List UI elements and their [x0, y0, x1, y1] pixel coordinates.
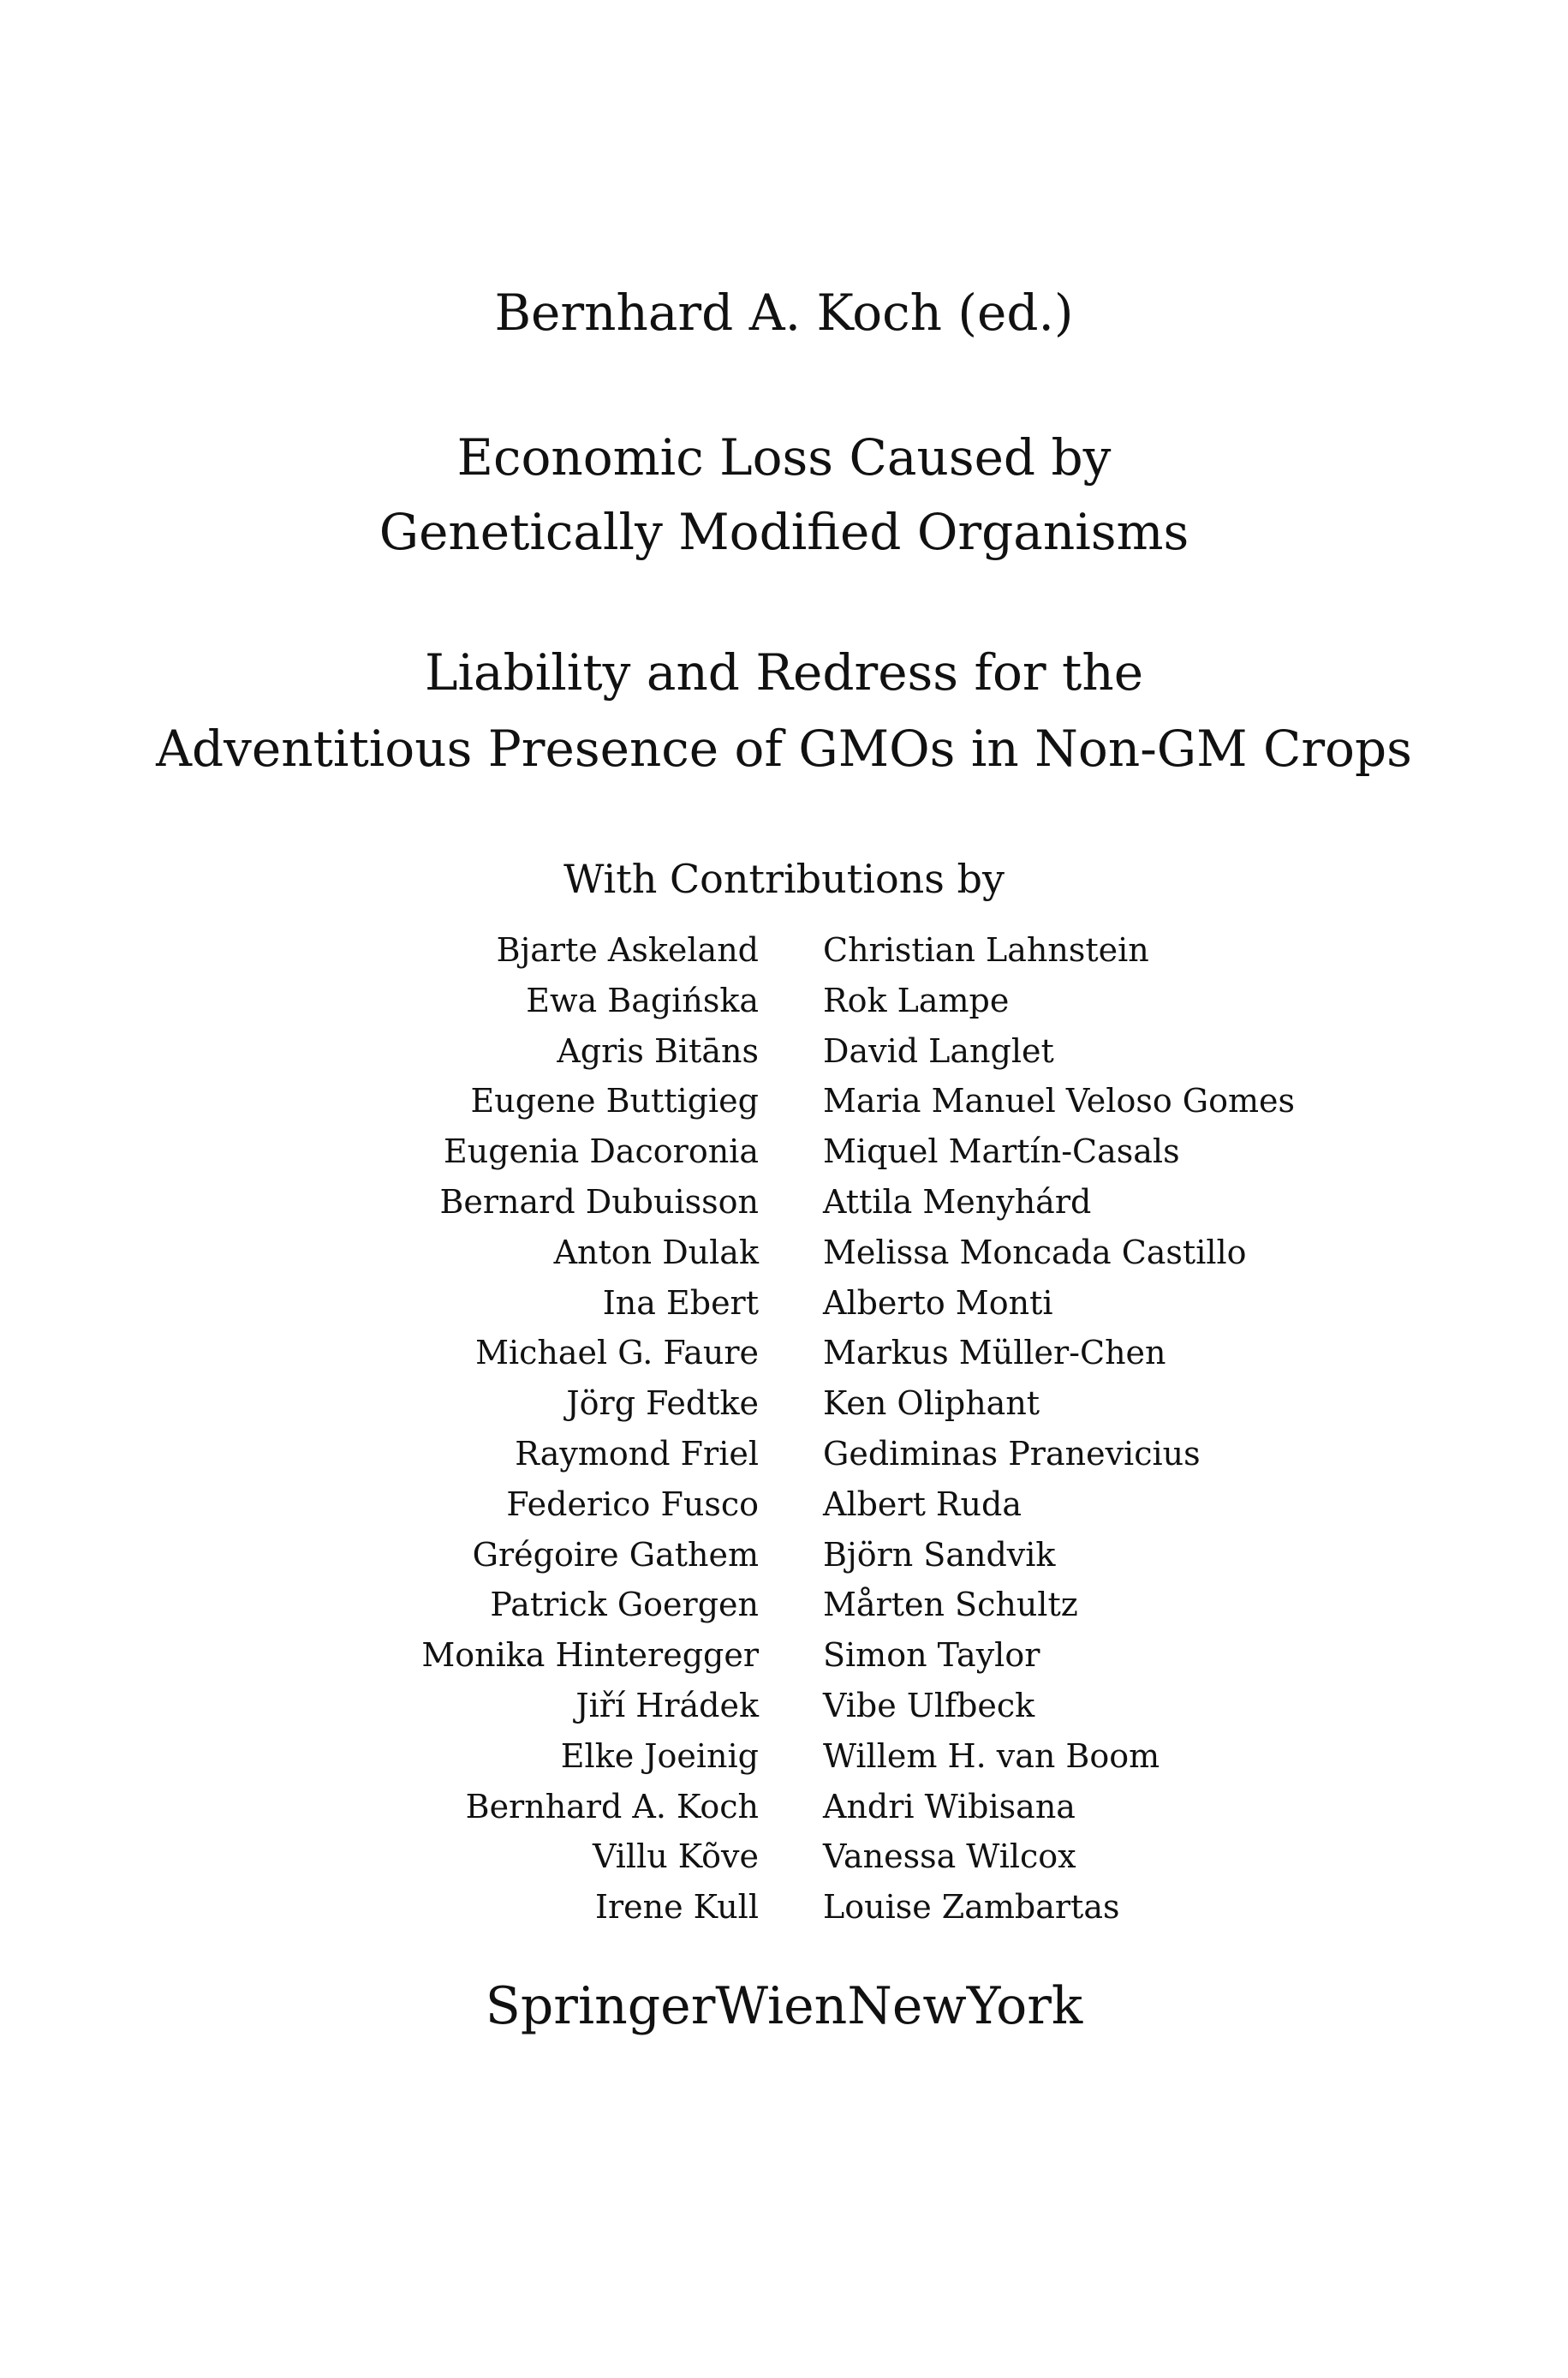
- book-title-line-2: Genetically Modified Organisms: [379, 503, 1189, 561]
- contributor-name: Mårten Schultz: [823, 1586, 1078, 1624]
- contributor-name: Jiří Hrádek: [575, 1686, 759, 1724]
- contributor-name: Agris Bitāns: [557, 1031, 759, 1070]
- contributor-name: Eugenia Dacoronia: [444, 1132, 759, 1171]
- book-subtitle-line-2: Adventitious Presence of GMOs in Non-GM Crops: [156, 720, 1412, 778]
- contributor-name: Ewa Bagińska: [526, 981, 759, 1019]
- book-subtitle-line-1: Liability and Redress for the: [424, 643, 1144, 702]
- contributor-name: Federico Fusco: [506, 1485, 759, 1523]
- contributor-name: David Langlet: [823, 1031, 1054, 1070]
- contributor-name: Patrick Goergen: [490, 1586, 759, 1624]
- book-title-line-1: Economic Loss Caused by: [456, 428, 1112, 487]
- contributor-name: Louise Zambartas: [823, 1888, 1120, 1927]
- contributor-name: Andri Wibisana: [823, 1787, 1076, 1825]
- contributor-name: Vanessa Wilcox: [823, 1837, 1076, 1876]
- contributions-heading: With Contributions by: [563, 856, 1005, 902]
- contributor-name: Christian Lahnstein: [823, 931, 1149, 969]
- contributors-left-column: [421, 925, 759, 1933]
- contributor-name: Miquel Martín-Casals: [823, 1132, 1180, 1171]
- contributor-name: Jörg Fedtke: [566, 1384, 759, 1423]
- contributor-name: Gediminas Pranevicius: [823, 1434, 1201, 1473]
- contributors-right-column: [823, 925, 1295, 1933]
- contributor-name: Eugene Buttigieg: [470, 1082, 759, 1120]
- contributor-name: Maria Manuel Veloso Gomes: [823, 1082, 1296, 1120]
- contributor-name: Ina Ebert: [602, 1283, 759, 1322]
- publisher-imprint: SpringerWienNewYork: [485, 1976, 1083, 2036]
- contributor-name: Melissa Moncada Castillo: [823, 1233, 1247, 1271]
- contributor-name: Elke Joeinig: [560, 1736, 759, 1775]
- contributor-name: Willem H. van Boom: [823, 1736, 1160, 1775]
- contributor-name: Anton Dulak: [553, 1233, 759, 1271]
- contributor-name: Raymond Friel: [515, 1434, 759, 1473]
- contributor-name: Simon Taylor: [823, 1636, 1040, 1675]
- contributor-name: Michael G. Faure: [475, 1334, 759, 1372]
- contributor-name: Albert Ruda: [823, 1485, 1022, 1523]
- contributor-name: Attila Menyhárd: [823, 1182, 1092, 1221]
- contributor-name: Monika Hinteregger: [421, 1636, 759, 1675]
- contributor-name: Alberto Monti: [823, 1283, 1053, 1322]
- editor-name: Bernhard A. Koch (ed.): [494, 284, 1074, 342]
- contributor-name: Rok Lampe: [823, 981, 1010, 1019]
- contributor-name: Markus Müller-Chen: [823, 1334, 1166, 1372]
- contributor-name: Grégoire Gathem: [472, 1535, 759, 1574]
- contributor-name: Bjarte Askeland: [496, 931, 759, 969]
- contributor-name: Ken Oliphant: [823, 1384, 1040, 1423]
- contributor-name: Bernhard A. Koch: [465, 1787, 759, 1825]
- contributor-name: Villu Kõve: [593, 1837, 759, 1876]
- contributor-name: Vibe Ulfbeck: [823, 1686, 1035, 1724]
- contributor-name: Irene Kull: [594, 1888, 759, 1927]
- contributor-name: Bernard Dubuisson: [439, 1182, 759, 1221]
- contributor-name: Björn Sandvik: [823, 1535, 1056, 1574]
